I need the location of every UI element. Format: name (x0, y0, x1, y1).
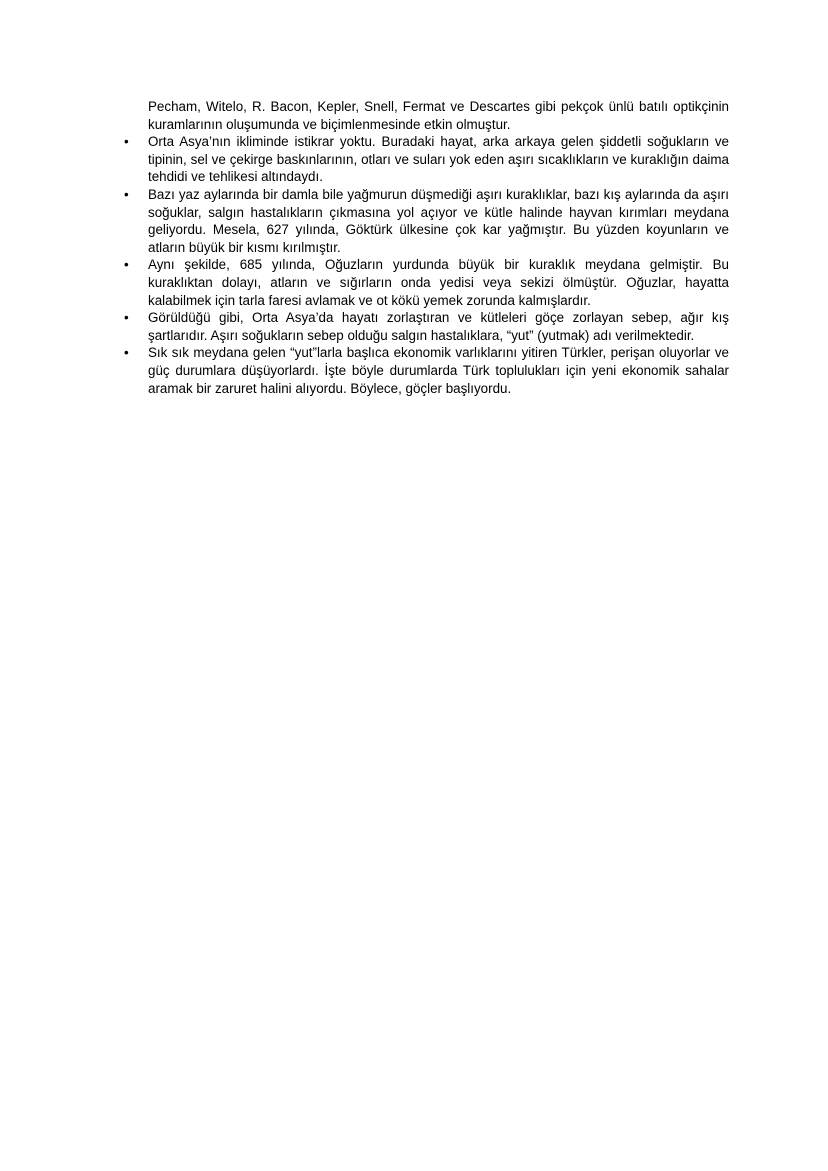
continuation-paragraph: Pecham, Witelo, R. Bacon, Kepler, Snell, Fermat ve Descartes gibi pekçok ünlü batılı optikçinin kuramlarının oluşumunda ve biçimlenmesinde etkin olmuştur. (148, 99, 729, 132)
bullet-text: Orta Asya’nın ikliminde istikrar yoktu. Buradaki hayat, arka arkaya gelen şiddetli soğukların ve tipinin, sel ve çekirge baskınlarının, otları ve suları yok eden aşırı sıcaklıkların ve kuraklığın daima tehdidi ve tehlikesi altındaydı. (148, 134, 729, 185)
bullet-item-migrations (122, 344, 729, 397)
bullet-text: Aynı şekilde, 685 yılında, Oğuzların yurdunda büyük bir kuraklık meydana gelmiştir. Bu kuraklıktan dolayı, atların ve sığırların onda yedisi veya sekizi ölmüştür. Oğuzlar, hayatta kalabilmek için tarla faresi avlamak ve ot kökü yemek zorunda kalmışlardır. (148, 257, 729, 308)
page-content (122, 98, 729, 397)
bullet-item-droughts (122, 186, 729, 256)
bullet-list (122, 133, 729, 397)
bullet-point-icon: • (124, 345, 129, 361)
bullet-point-icon: • (124, 310, 129, 326)
bullet-text: Görüldüğü gibi, Orta Asya’da hayatı zorlaştıran ve kütleleri göçe zorlayan sebep, ağır kış şartlarıdır. Aşırı soğukların sebep olduğu salgın hastalıklara, “yut” (yutmak) adı verilmektedir. (148, 310, 729, 343)
bullet-point-icon: • (124, 134, 129, 150)
bullet-point-icon: • (124, 186, 129, 202)
bullet-item-climate (122, 133, 729, 186)
bullet-item-yut (122, 309, 729, 344)
bullet-text: Bazı yaz aylarında bir damla bile yağmurun düşmediği aşırı kuraklıklar, bazı kış aylarında da aşırı soğuklar, salgın hastalıkların çıkmasına yol açıyor ve kütle halinde hayvan kırımları meydana geliyordu. Mesela, 627 yılında, Göktürk ülkesine çok kar yağmıştır. Bu yüzden koyunların ve atların büyük bir kısmı kırılmıştır. (148, 186, 729, 255)
bullet-text: Sık sık meydana gelen “yut”larla başlıca ekonomik varlıklarını yitiren Türkler, perişan oluyorlar ve güç durumlara düşüyorlardı. İşte böyle durumlarda Türk toplulukları için yeni ekonomik sahalar aramak bir zaruret halini alıyordu. Böylece, göçler başlıyordu. (148, 345, 729, 396)
bullet-item-oguz-drought (122, 256, 729, 309)
bullet-point-icon: • (124, 257, 129, 273)
